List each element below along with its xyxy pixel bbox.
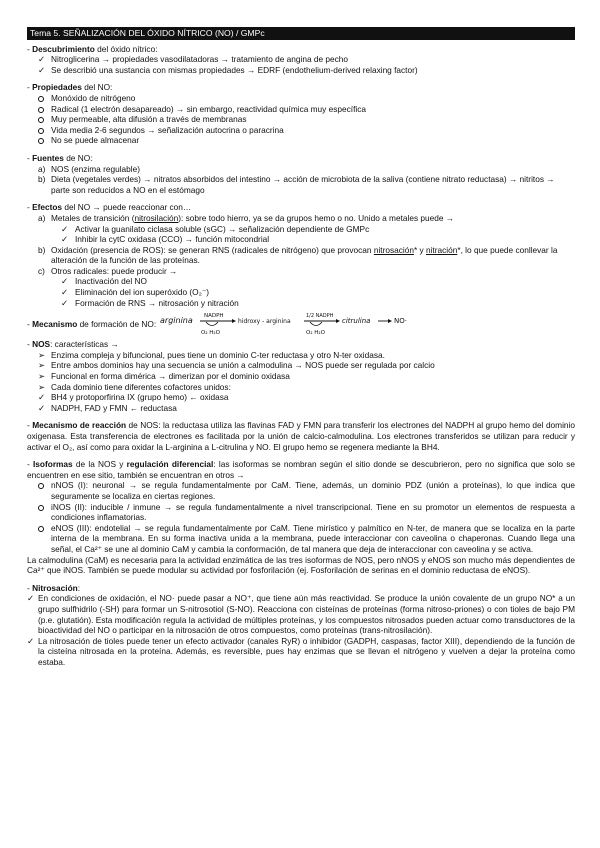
check-icon: ✓ xyxy=(61,234,68,245)
list-item: No se puede almacenar xyxy=(27,135,575,146)
circle-bullet-icon xyxy=(38,96,44,102)
section-fuentes xyxy=(27,153,575,195)
paragraph: La calmodulina (CaM) es necesaria para la actividad enzimática de las tres isoformas de NOS, pero nNOS y eNOS son mucho más dependientes de Ca²⁺ que iNOS. También se puede modular su actividad por fosforilación (ej. Fosforilación de serinas en el dominio reductasa de eNOS). xyxy=(27,554,575,576)
section-heading: - Mecanismo de formación de NO: arginina NADPH O₂ H₂O hidroxy - arginina 1/2 NADPH O₂ H₂O citrulina NO· xyxy=(27,312,575,336)
arrow-bullet-icon: ➢ xyxy=(38,349,45,360)
circle-bullet-icon xyxy=(38,128,44,134)
list-item: ➢ Funcional en forma dimérica → dimerizan por el dominio oxidasa xyxy=(38,371,290,382)
check-icon: ✓ xyxy=(61,223,68,234)
list-item: ➢ Enzima compleja y bifuncional, pues tiene un dominio C-ter reductasa y otro N-ter oxidasa. xyxy=(38,349,385,360)
list-item: ✓ Se describió una sustancia con mismas propiedades → EDRF (endothelium-derived relaxing factor) xyxy=(38,64,418,75)
circle-bullet-icon xyxy=(38,505,44,511)
hand-no: NO· xyxy=(394,317,408,326)
check-icon: ✓ xyxy=(27,593,34,604)
check-icon: ✓ xyxy=(61,287,68,298)
hand-arginina: arginina xyxy=(160,316,193,326)
list-item: nNOS (I): neuronal → se regula fundamentalmente por CaM. Tiene, además, un dominio PDZ (unión a proteínas), lo que indica que seguramente se localiza en ciertas regiones. xyxy=(27,480,575,501)
list-item: ✓ Activar la guanilato ciclasa soluble (sGC) → señalización dependiente de GMPc xyxy=(61,223,370,234)
hand-cofactor-half-nadph: 1/2 NADPH xyxy=(306,313,334,320)
section-heading: - Propiedades del NO: xyxy=(27,82,113,93)
section-mecanismo-reaccion: - Mecanismo de reacción de NOS: la reductasa utiliza las flavinas FAD y FMN para transferir los electrones del NADPH al grupo hemo del dominio oxigenasa. Esta transferencia de electrones es facilitada por la unión de calcio-calmodulina. Los electrones transferidos se utilizan para reducir y activar el O₂, así como para oxidar la L-arginina a L-citrulina y NO. El grupo hemo se regenera mediante la BH4. xyxy=(27,420,575,452)
list-item: Muy permeable, alta difusión a través de membranas xyxy=(27,114,575,125)
list-item: ✓ Nitroglicerina → propiedades vasodilatadoras → tratamiento de angina de pecho xyxy=(38,54,349,65)
list-item: ✓ La nitrosación de tioles puede tener un efecto activador (canales RyR) o inhibidor (GADPH, caspasas, factor XIII), dependiendo de la función de la cisteína nitrosada en la proteína. Además, es reversible, pues hay enzimas que se llevan el nitrógeno y vuelven a dejar la proteína como estaba. xyxy=(27,635,575,667)
list-item: ➢ Entre ambos dominios hay una secuencia se unión a calmodulina → NOS puede ser regulada por calcio xyxy=(38,360,435,371)
check-icon: ✓ xyxy=(61,276,68,287)
section-isoformas xyxy=(27,459,575,576)
section-nos xyxy=(27,339,575,413)
list-item: eNOS (III): endotelial → se regula fundamentalmente por CaM. Tiene mirístico y palmítico en N-ter, de manera que se localiza en la parte interna de la membrana. En su forma inactiva unida a la membrana, puede interaccionar con caveolina o chaperonas. Cuando llega una señal, el Ca²⁺ se une al dominio CaM y cambia la conformación, de tal manera que deja de interaccionar con caveolina y se activa. xyxy=(27,523,575,555)
list-item: Radical (1 electrón desapareado) → sin embargo, reactividad química muy específica xyxy=(27,104,575,115)
section-nitrosacion xyxy=(27,583,575,668)
section-efectos xyxy=(27,202,575,308)
list-item: ✓ NADPH, FAD y FMN ← reductasa xyxy=(38,402,177,413)
arrow-bullet-icon: ➢ xyxy=(38,360,45,371)
check-icon: ✓ xyxy=(61,297,68,308)
arrow-bullet-icon: ➢ xyxy=(38,371,45,382)
circle-bullet-icon xyxy=(38,483,44,489)
handwritten-reaction-scheme xyxy=(160,312,410,336)
hand-o2-h2o-1: O₂ H₂O xyxy=(201,330,221,337)
section-heading: - Isoformas de la NOS y regulación diferencial: las isoformas se nombran según el sitio donde se descubrieron, pero no significa que solo se encuentren en ese sitio, también se encuentran en otros → xyxy=(27,459,575,480)
list-item: Monóxido de nitrógeno xyxy=(27,93,575,104)
list-item: Vida media 2-6 segundos → señalización autocrina o paracrina xyxy=(27,125,575,136)
list-item: ✓ Inhibir la cytC oxidasa (CCO) → función mitocondrial xyxy=(61,234,270,245)
list-item: ✓ BH4 y protoporfirina IX (grupo hemo) ← oxidasa xyxy=(38,392,229,403)
list-item: c) Otros radicales: puede producir → xyxy=(38,265,178,276)
list-item: iNOS (II): inducible / inmune → se regula fundamentalmente a nivel transcripcional. Tiene en su promotor un elementos de respuesta a condiciones inflamatorias. xyxy=(27,502,575,523)
document-page xyxy=(27,27,575,667)
check-icon: ✓ xyxy=(38,392,45,403)
check-icon: ✓ xyxy=(38,54,45,65)
circle-bullet-icon xyxy=(38,117,44,123)
list-item: ✓ Inactivación del NO xyxy=(61,276,147,287)
hand-citrulina: citrulina xyxy=(342,317,371,326)
hand-o2-h2o-2: O₂ H₂O xyxy=(306,330,326,337)
circle-bullet-icon xyxy=(38,107,44,113)
circle-bullet-icon xyxy=(38,526,44,532)
section-mecanismo xyxy=(27,312,575,336)
section-heading: - Nitrosación: xyxy=(27,582,81,593)
list-item: ➢ Cada dominio tiene diferentes cofactores unidos: xyxy=(38,381,231,392)
check-icon: ✓ xyxy=(27,635,34,646)
circle-bullet-icon xyxy=(38,138,44,144)
section-heading: - NOS: características → xyxy=(27,339,119,350)
section-descubrimiento xyxy=(27,44,575,76)
list-item: ✓ Formación de RNS → nitrosación y nitración xyxy=(61,297,239,308)
list-item: a) Metales de transición (nitrosilación): sobre todo hierro, ya se da grupos hemo o no. Unido a metales puede → xyxy=(38,212,455,223)
list-item: ✓ Eliminación del ion superóxido (O₂⁻) xyxy=(61,287,209,298)
section-heading: - Descubrimiento del óxido nítrico: xyxy=(27,43,158,54)
check-icon: ✓ xyxy=(38,64,45,75)
arrow-bullet-icon: ➢ xyxy=(38,381,45,392)
section-heading: - Fuentes de NO: xyxy=(27,152,93,163)
section-heading: - Efectos del NO → puede reaccionar con… xyxy=(27,202,192,213)
hand-cofactor-nadph: NADPH xyxy=(204,313,224,320)
section-propiedades xyxy=(27,82,575,146)
page-title: Tema 5. SEÑALIZACIÓN DEL ÓXIDO NÍTRICO (NO) / GMPc xyxy=(27,27,575,40)
check-icon: ✓ xyxy=(38,402,45,413)
list-item: b) Oxidación (presencia de ROS): se generan RNS (radicales de nitrógeno) que provocan nitrosación* y nitración*, lo que puede conllevar la alteración de la función de las proteínas. xyxy=(38,244,558,266)
list-item: a) NOS (enzima regulable) xyxy=(38,163,140,174)
list-item: ✓ En condiciones de oxidación, el NO· puede pasar a NO⁺, que tiene aún más reactividad. Se produce la unión covalente de un grupo NO* a un grupo sulfhidrilo (-SH) para formar un S-nitrosotiol (S-NO). Reacciona con cisteínas de proteínas (forma nitroso-priones) o con tioles de bajo PM (p.e. glutatión). Esta modificación regula la actividad de múltiples proteínas, y los compuestos nitrosados pueden actuar como transductores de la bioactividad del NO o participar en la nitrosación de otros compuestos, como proteínas (trans-nitrosilación). xyxy=(27,593,575,636)
hand-hidroxy-arginina: hidroxy - arginina xyxy=(238,318,291,326)
list-item: b) Dieta (vegetales verdes) → nitratos absorbidos del intestino → acción de microbiota de la saliva (contiene nitrato reductasa) → nitritos → parte son reducidos a NO en el estómago xyxy=(38,174,555,195)
